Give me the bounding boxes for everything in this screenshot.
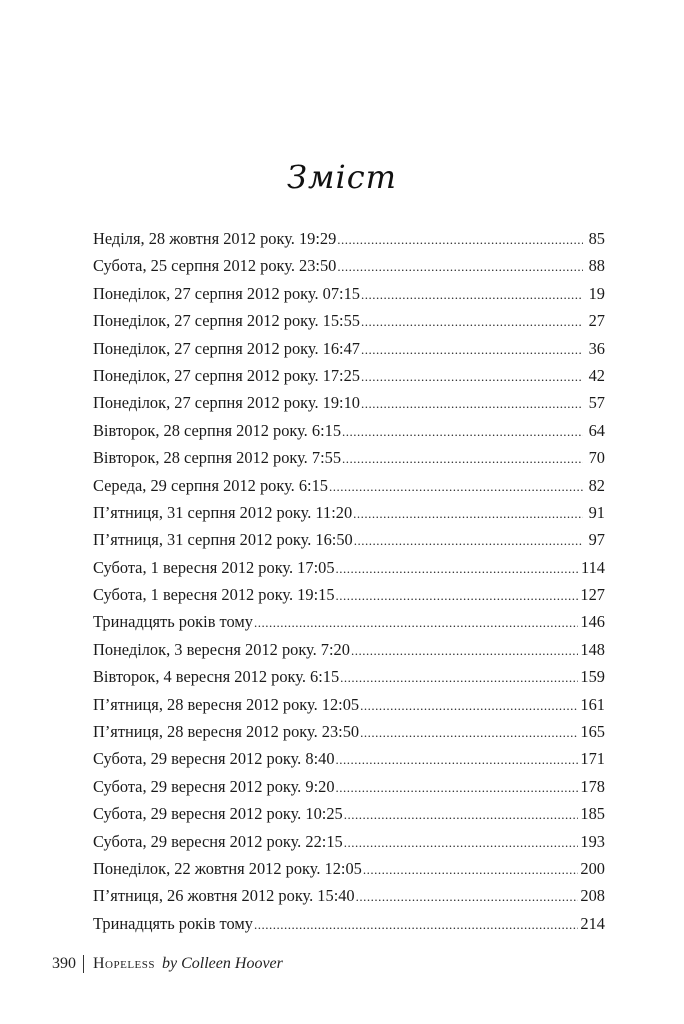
toc-leader-dots (337, 226, 583, 252)
toc-entry-label: Понеділок, 27 серпня 2012 року. 07:15 (93, 283, 360, 303)
toc-entry (93, 526, 605, 553)
toc-entry-label: П’ятниця, 31 серпня 2012 року. 11:20 (93, 502, 353, 522)
toc-leader-dots (336, 582, 579, 608)
page-footer (52, 955, 283, 973)
toc-entry (93, 773, 605, 800)
toc-leader-dots (336, 555, 580, 581)
toc-entry (93, 855, 605, 882)
toc-entry-page: 178 (580, 776, 605, 796)
toc-entry-page: 159 (580, 667, 605, 687)
toc-leader-dots (361, 281, 583, 307)
toc-leader-dots (351, 637, 578, 663)
toc-entry (93, 882, 605, 909)
toc-leader-dots (329, 473, 583, 499)
toc-entry-page: 97 (588, 530, 605, 550)
toc-leader-dots (254, 609, 578, 635)
toc-leader-dots (361, 363, 583, 389)
book-title: Hopeless (93, 955, 156, 972)
toc-entry (93, 718, 605, 745)
toc-entry-page: 36 (588, 338, 605, 358)
toc-entry (93, 499, 605, 526)
toc-entry-label: Субота, 29 вересня 2012 року. 8:40 (93, 749, 335, 769)
toc-entry-page: 88 (588, 256, 605, 276)
toc-entry (93, 745, 605, 772)
toc-entry-label: Субота, 29 вересня 2012 року. 22:15 (93, 831, 343, 851)
book-author: by Colleen Hoover (162, 955, 283, 972)
toc-entry (93, 472, 605, 499)
toc-entry-page: 214 (580, 913, 605, 933)
toc-entry (93, 910, 605, 937)
toc-leader-dots (353, 500, 583, 526)
toc-entry-page: 57 (588, 393, 605, 413)
toc-entry-page: 42 (588, 365, 605, 385)
toc-entry-label: Понеділок, 27 серпня 2012 року. 19:10 (93, 393, 360, 413)
toc-leader-dots (344, 829, 579, 855)
toc-entry (93, 362, 605, 389)
toc-entry-label: П’ятниця, 28 вересня 2012 року. 12:05 (93, 694, 360, 714)
toc-entry-label: Субота, 25 серпня 2012 року. 23:50 (93, 256, 337, 276)
toc-entry (93, 225, 605, 252)
toc-entry-label: Субота, 29 вересня 2012 року. 9:20 (93, 776, 335, 796)
toc-entry-label: Понеділок, 27 серпня 2012 року. 17:25 (93, 365, 360, 385)
toc-entry (93, 335, 605, 362)
toc-entry-label: Понеділок, 27 серпня 2012 року. 16:47 (93, 338, 360, 358)
toc-entry-page: 148 (580, 639, 605, 659)
page-title: Зміст (287, 158, 397, 196)
toc-entry (93, 691, 605, 718)
toc-leader-dots (360, 719, 578, 745)
toc-entry (93, 636, 605, 663)
toc-entry-label: Субота, 29 вересня 2012 року. 10:25 (93, 804, 343, 824)
toc-entry (93, 389, 605, 416)
toc-entry-page: 193 (580, 831, 605, 851)
toc-entry (93, 608, 605, 635)
toc-entry-label: Тринадцять років тому (93, 612, 253, 632)
toc-leader-dots (356, 883, 579, 909)
toc-leader-dots (344, 801, 579, 827)
toc-entry-page: 208 (580, 886, 605, 906)
toc-entry-label: П’ятниця, 28 вересня 2012 року. 23:50 (93, 722, 360, 742)
toc-entry (93, 828, 605, 855)
toc-leader-dots (342, 418, 583, 444)
toc-leader-dots (363, 856, 579, 882)
toc-entry-label: Вівторок, 4 вересня 2012 року. 6:15 (93, 667, 340, 687)
toc-entry (93, 444, 605, 471)
toc-entry (93, 800, 605, 827)
footer-divider (83, 955, 84, 973)
toc-entry (93, 252, 605, 279)
toc-entry (93, 554, 605, 581)
toc-entry-page: 85 (588, 229, 605, 248)
toc-entry (93, 280, 605, 307)
toc-entry-label: Понеділок, 27 серпня 2012 року. 15:55 (93, 311, 360, 331)
toc-leader-dots (360, 692, 578, 718)
toc-entry-label: Середа, 29 серпня 2012 року. 6:15 (93, 475, 328, 495)
toc-entry-label: Субота, 1 вересня 2012 року. 17:05 (93, 557, 335, 577)
table-of-contents (93, 225, 605, 937)
toc-leader-dots (361, 336, 583, 362)
toc-entry-page: 19 (588, 283, 605, 303)
toc-entry (93, 581, 605, 608)
toc-entry-label: П’ятниця, 26 жовтня 2012 року. 15:40 (93, 886, 355, 906)
toc-entry-page: 27 (588, 311, 605, 331)
toc-entry-page: 64 (588, 420, 605, 440)
toc-entry-label: Вівторок, 28 серпня 2012 року. 7:55 (93, 448, 342, 468)
toc-entry-page: 146 (580, 612, 605, 632)
toc-leader-dots (337, 253, 583, 279)
toc-entry-label: Вівторок, 28 серпня 2012 року. 6:15 (93, 420, 342, 440)
toc-entry-page: 165 (580, 722, 605, 742)
toc-entry-page: 91 (588, 502, 605, 522)
toc-leader-dots (361, 390, 583, 416)
toc-leader-dots (336, 746, 579, 772)
toc-leader-dots (361, 308, 583, 334)
toc-entry-label: Понеділок, 3 вересня 2012 року. 7:20 (93, 639, 350, 659)
toc-entry-page: 200 (580, 858, 605, 878)
toc-entry-label: Понеділок, 22 жовтня 2012 року. 12:05 (93, 858, 362, 878)
toc-leader-dots (340, 664, 578, 690)
toc-entry-page: 114 (581, 557, 605, 577)
toc-entry (93, 663, 605, 690)
toc-leader-dots (254, 911, 578, 937)
toc-entry-page: 171 (580, 749, 605, 769)
toc-entry (93, 417, 605, 444)
toc-entry-label: Неділя, 28 жовтня 2012 року. 19:29 (93, 229, 337, 248)
toc-entry-page: 185 (580, 804, 605, 824)
toc-entry-label: Тринадцять років тому (93, 913, 253, 933)
toc-entry-page: 161 (580, 694, 605, 714)
toc-leader-dots (336, 774, 579, 800)
toc-entry-label: П’ятниця, 31 серпня 2012 року. 16:50 (93, 530, 353, 550)
toc-entry (93, 307, 605, 334)
toc-entry-label: Субота, 1 вересня 2012 року. 19:15 (93, 585, 335, 605)
toc-entry-page: 82 (588, 475, 605, 495)
toc-leader-dots (342, 445, 583, 471)
toc-entry-page: 127 (580, 585, 605, 605)
toc-entry-page: 70 (588, 448, 605, 468)
page-number: 390 (52, 955, 76, 972)
toc-leader-dots (354, 527, 583, 553)
